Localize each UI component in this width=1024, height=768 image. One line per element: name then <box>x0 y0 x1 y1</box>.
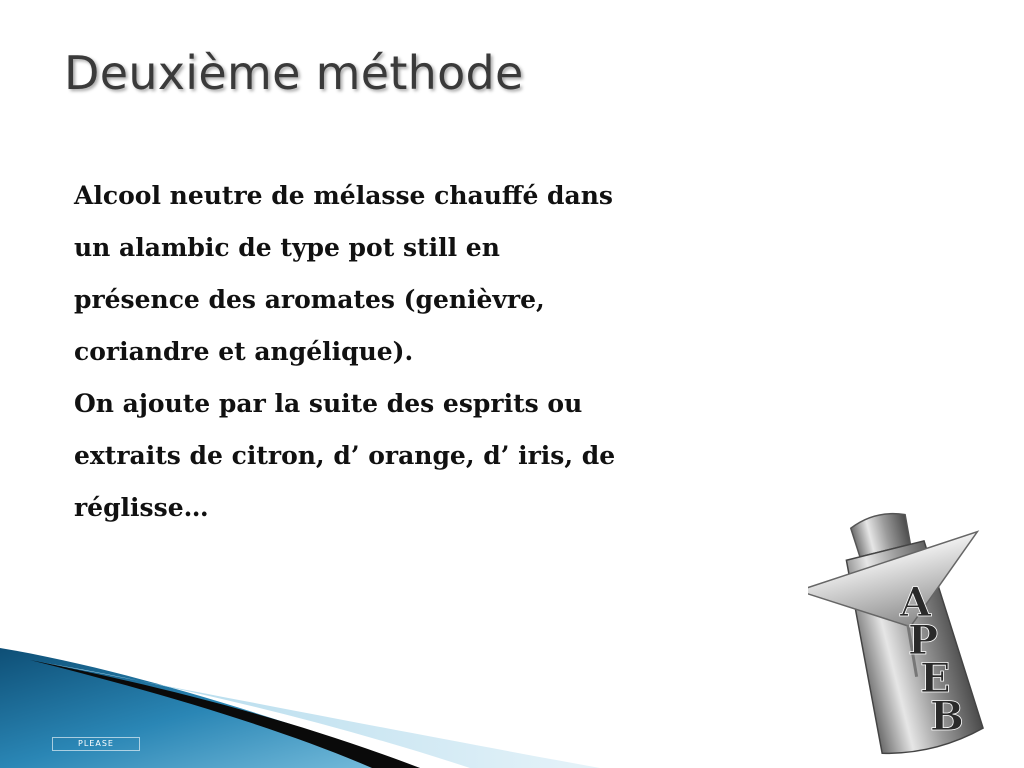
logo-letter-e: E <box>920 655 951 702</box>
body-line: réglisse… <box>74 493 209 522</box>
body-line: coriandre et angélique). <box>74 337 414 366</box>
logo-letter-p: P <box>908 617 939 664</box>
body-line: Alcool neutre de mélasse chauffé dans <box>74 181 613 210</box>
logo-letter-a: A <box>900 579 932 626</box>
body-line: extraits de citron, d’ orange, d’ iris, de <box>74 441 616 470</box>
apeb-shaker-logo <box>808 508 1004 760</box>
slide-title: Deuxième méthode <box>64 46 524 100</box>
body-line: présence des aromates (genièvre, <box>74 285 545 314</box>
body-line: un alambic de type pot still en <box>74 233 500 262</box>
logo-letter-b: B <box>930 693 964 740</box>
body-line: On ajoute par la suite des esprits ou <box>74 389 583 418</box>
footer-label: PLEASE <box>52 737 140 751</box>
